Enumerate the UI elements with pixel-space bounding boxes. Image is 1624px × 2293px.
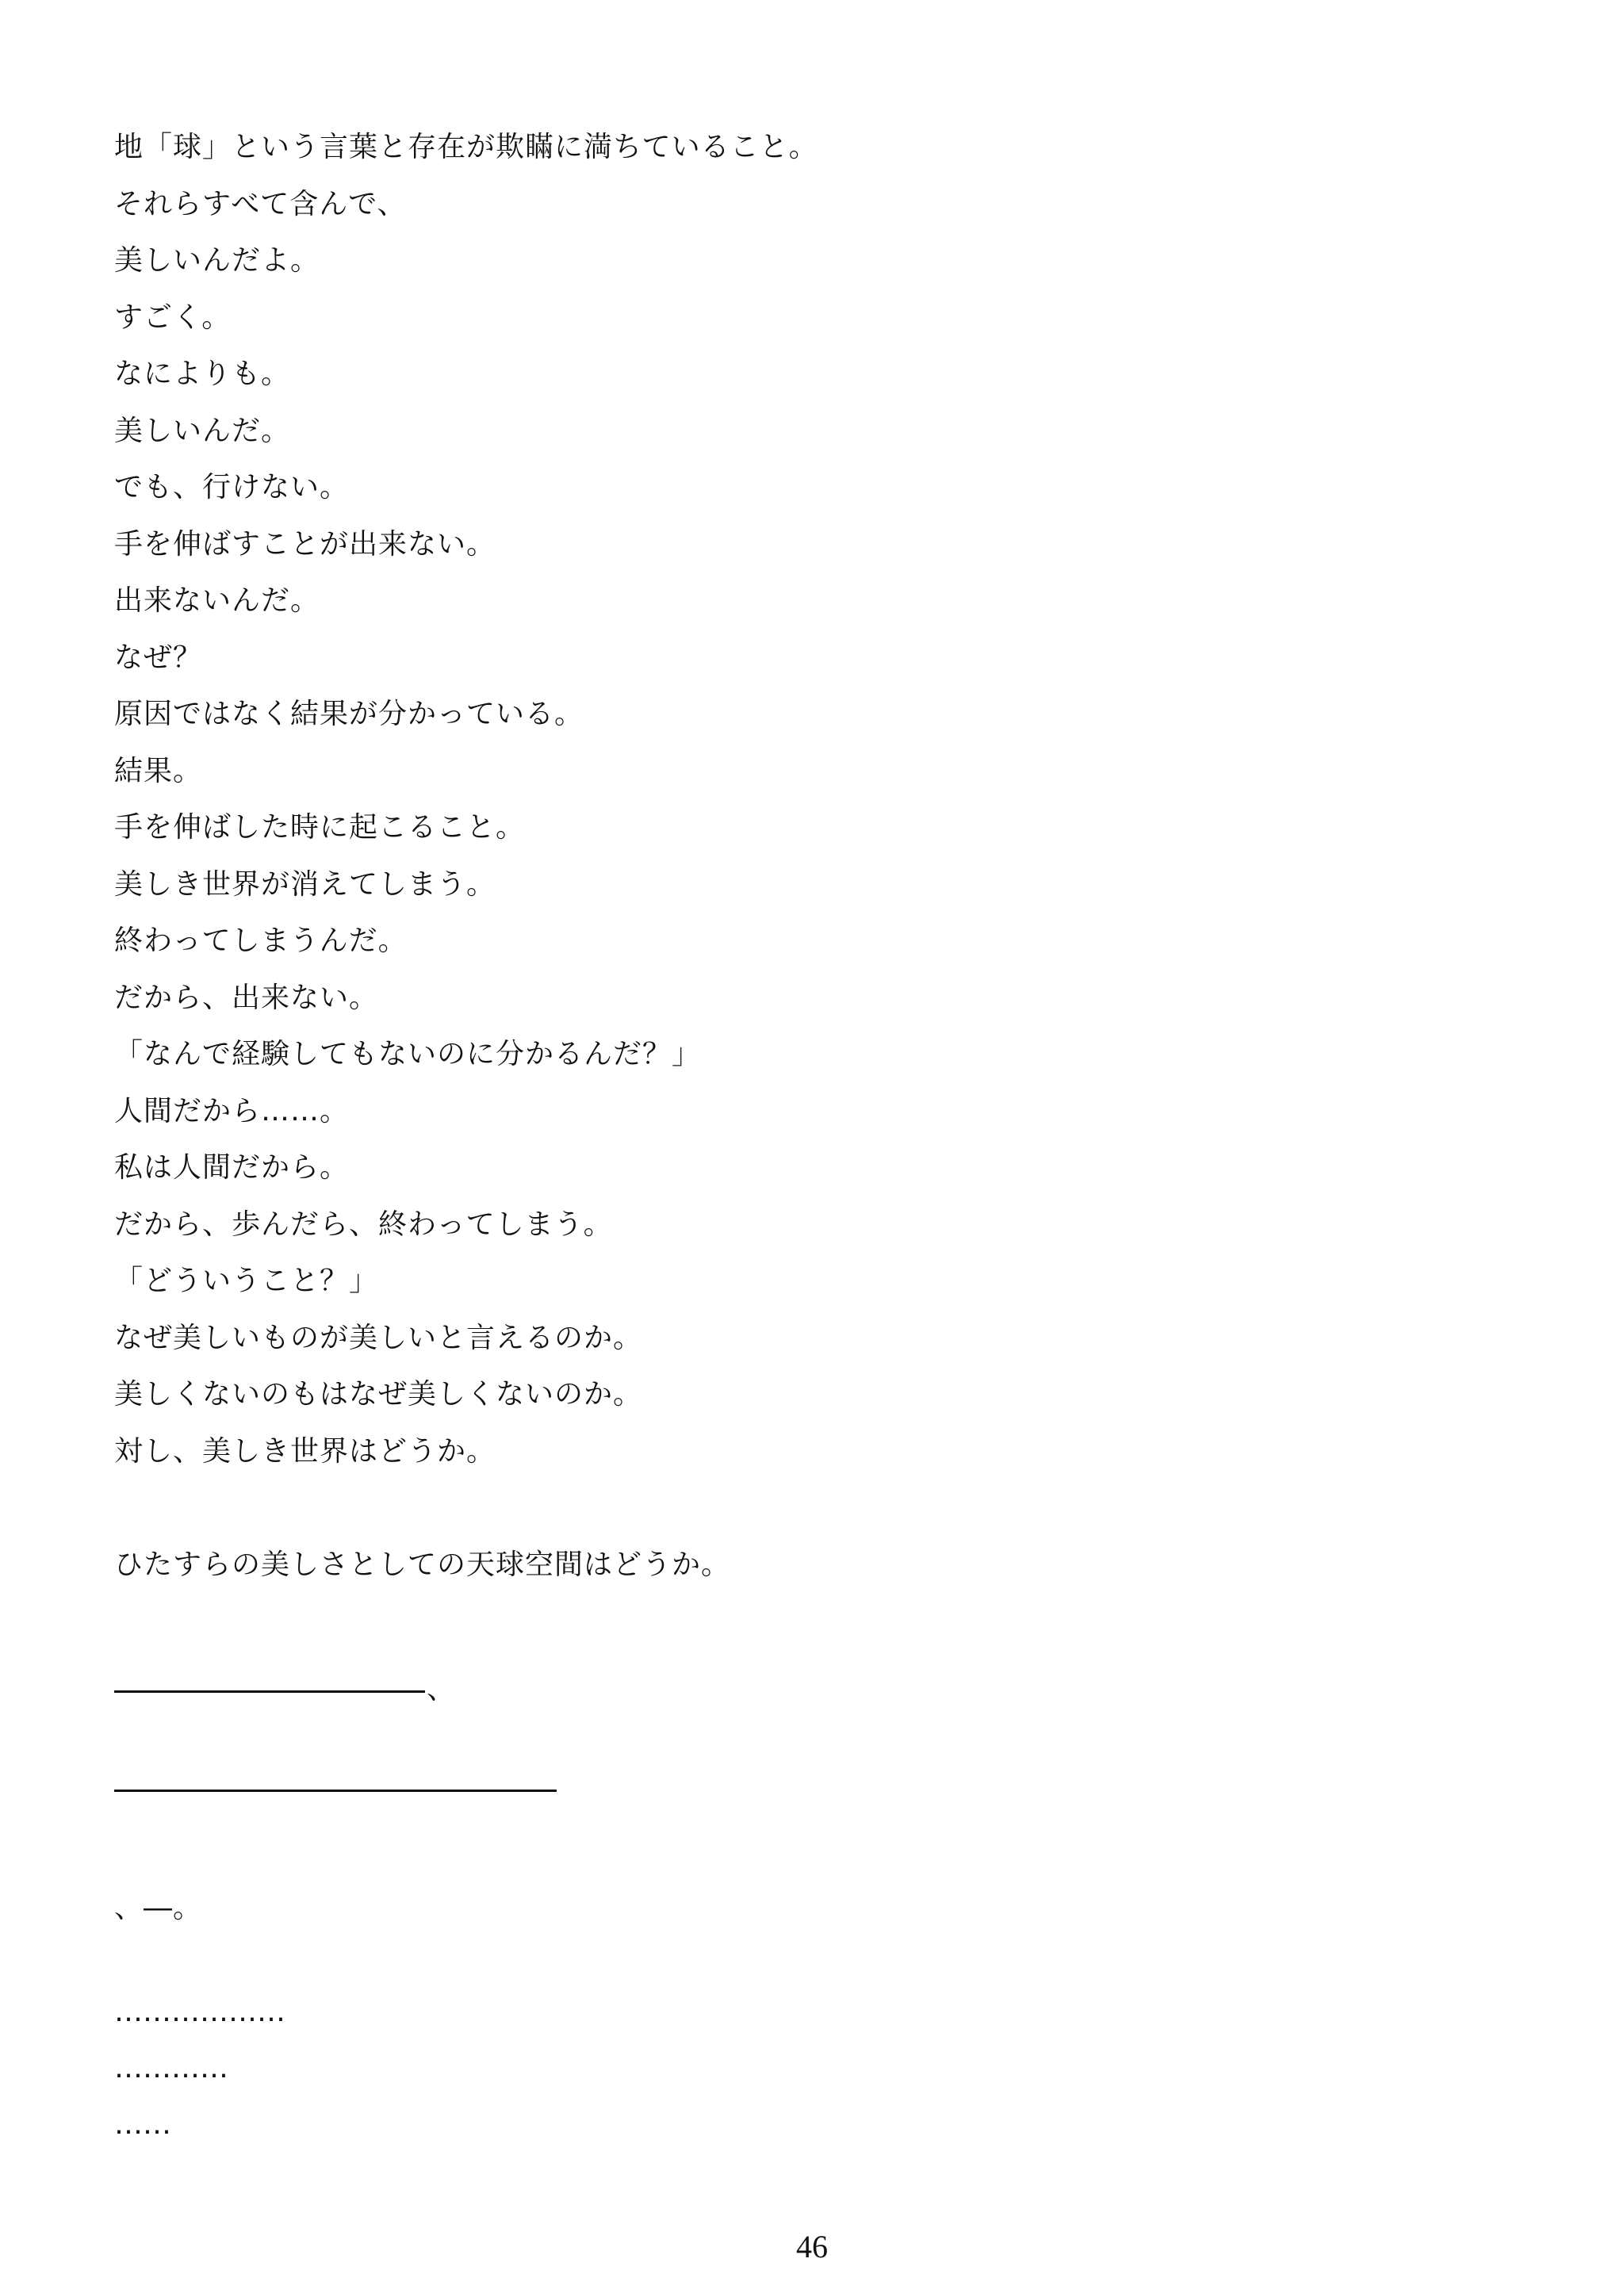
text-line: なぜ？	[114, 641, 203, 674]
dash-rule-2	[114, 1760, 557, 1792]
text-line: 美しくないのもはなぜ美しくないのか。	[114, 1378, 643, 1411]
text-line: 原因ではなく結果が分かっている。	[114, 698, 584, 730]
text-line: 私は人間だから。	[114, 1151, 350, 1184]
text-line: 終わってしまうんだ。	[114, 924, 408, 957]
text-line: だから、歩んだら、終わってしまう。	[114, 1208, 613, 1241]
text-line: 結果。	[114, 754, 203, 787]
text-line: ひたすらの美しさとしての天球空間はどうか。	[114, 1548, 731, 1581]
text-line: なによりも。	[114, 358, 291, 390]
rule-line	[114, 1690, 425, 1693]
body-text	[114, 119, 1542, 1593]
text-line: だから、出来ない。	[114, 981, 379, 1014]
text-line: 「なんで経験してもないのに分かるんだ？」	[114, 1038, 702, 1070]
text-line: 人間だから……。	[114, 1094, 350, 1127]
text-line: 美しいんだ。	[114, 414, 291, 447]
page-number: 46	[796, 2229, 828, 2264]
text-line: すごく。	[114, 301, 232, 334]
rule-line	[114, 1790, 557, 1792]
text-line: 「どういうこと？」	[114, 1265, 379, 1297]
ellipsis-line: ………………	[114, 1996, 285, 2028]
text-line: 対し、美しき世界はどうか。	[114, 1434, 496, 1468]
ellipsis-line: …………	[114, 2052, 228, 2084]
text-line: 美しき世界が消えてしまう。	[114, 867, 496, 901]
text-line: それらすべて含んで、	[114, 187, 407, 220]
text-line: なぜ美しいものが美しいと言えるのか。	[114, 1321, 643, 1354]
text-line: 出来ないんだ。	[114, 584, 320, 617]
rule-suffix-comma: 、	[427, 1673, 456, 1705]
text-line: 美しいんだよ。	[114, 244, 320, 277]
dash-rule-1	[114, 1661, 456, 1705]
text-line: 手を伸ばすことが出来ない。	[114, 527, 496, 561]
fragment-line: 、―。	[114, 1892, 203, 1924]
ellipsis-line: ……	[114, 2108, 171, 2141]
blank-line	[114, 1480, 1542, 1537]
text-line: 手を伸ばした時に起こること。	[114, 811, 526, 844]
text-line: 地「球」という言葉と存在が欺瞞に満ちていること。	[114, 131, 818, 163]
text-line: でも、行けない。	[114, 471, 350, 503]
